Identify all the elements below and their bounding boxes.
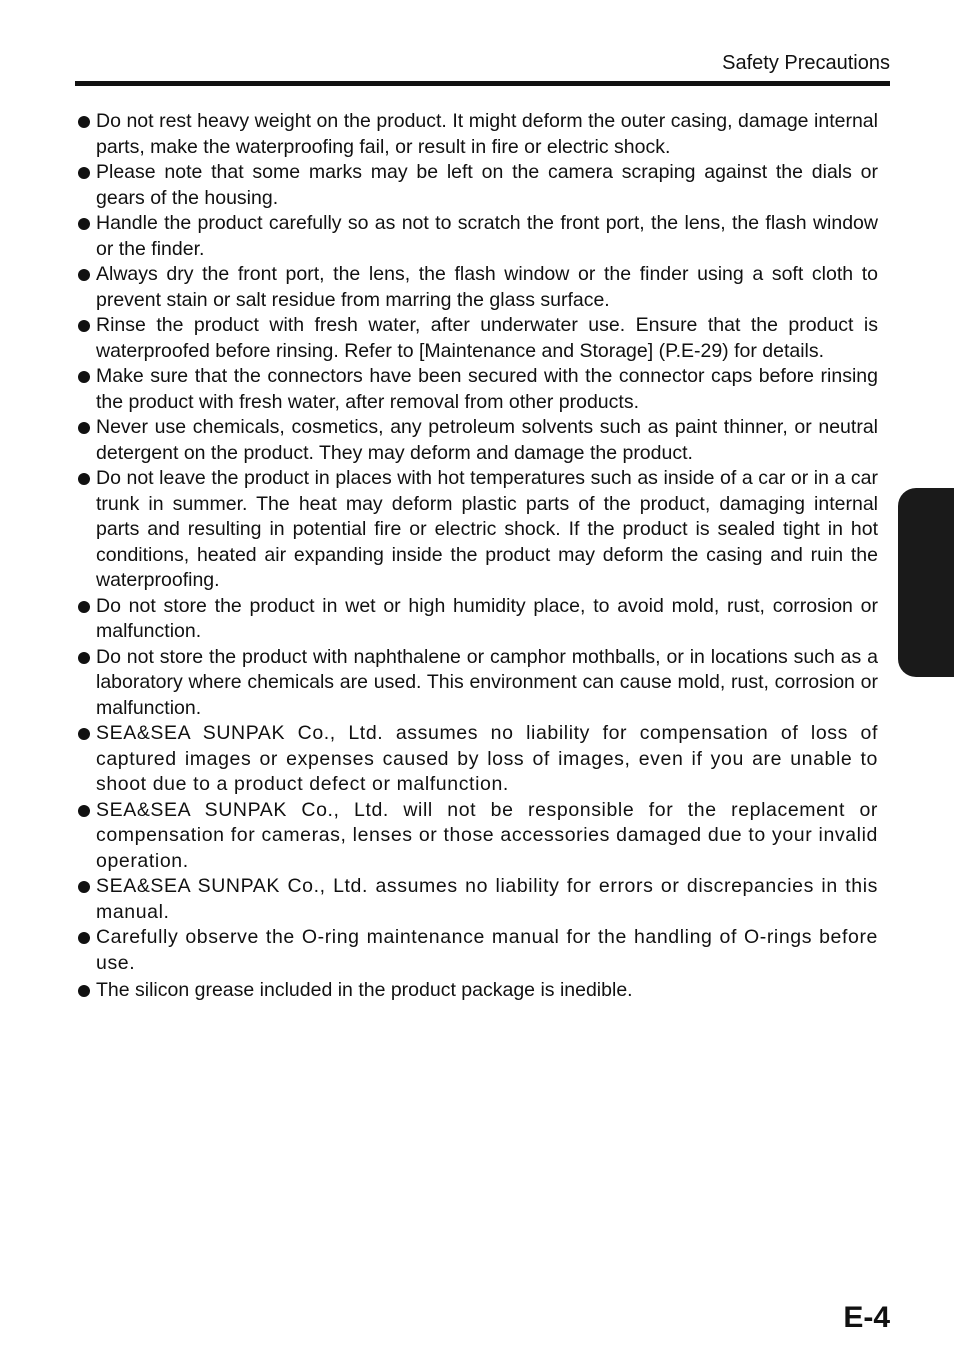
- bullet-icon: [78, 985, 90, 997]
- list-item: [78, 978, 878, 1004]
- list-item: [78, 313, 878, 364]
- list-item-text: Never use chemicals, cosmetics, any petroleum solvents such as paint thinner, or neutral detergent on the product. They may deform and damage the product.: [96, 416, 878, 464]
- list-item-text: Carefully observe the O-ring maintenance manual for the handling of O-rings before use.: [96, 926, 878, 974]
- bullet-icon: [78, 422, 90, 434]
- list-item: [78, 798, 878, 875]
- section-thumb-tab: [898, 488, 954, 677]
- list-item: [78, 721, 878, 798]
- precautions-list: [78, 109, 878, 1004]
- list-item: [78, 364, 878, 415]
- bullet-icon: [78, 652, 90, 664]
- list-item: [78, 211, 878, 262]
- list-item: [78, 160, 878, 211]
- bullet-icon: [78, 320, 90, 332]
- list-item: [78, 262, 878, 313]
- list-item-text: Do not store the product with naphthalene or camphor mothballs, or in locations such as a laboratory where chemicals are used. This environment can cause mold, rust, corrosion or malfunction.: [96, 645, 878, 719]
- list-item-text: SEA&SEA SUNPAK Co., Ltd. assumes no liability for errors or discrepancies in this manual.: [96, 875, 878, 923]
- list-item-text: Handle the product carefully so as not to scratch the front port, the lens, the flash window or the finder.: [96, 212, 878, 260]
- list-item-text: Always dry the front port, the lens, the flash window or the finder using a soft cloth to prevent stain or salt residue from marring the glass surface.: [96, 263, 878, 311]
- bullet-icon: [78, 728, 90, 740]
- list-item: [78, 594, 878, 645]
- list-item-text: Make sure that the connectors have been secured with the connector caps before rinsing the product with fresh water, after removal from other products.: [96, 365, 878, 413]
- list-item: [78, 466, 878, 594]
- list-item-text: Do not leave the product in places with hot temperatures such as inside of a car or in a car trunk in summer. The heat may deform plastic parts of the product, damaging internal parts and resulting in potential fire or electric shock. If the product is sealed tight in hot conditions, heated air expanding inside the product may deform the casing and ruin the waterproofing.: [96, 467, 878, 591]
- bullet-icon: [78, 473, 90, 485]
- list-item-text: SEA&SEA SUNPAK Co., Ltd. assumes no liability for compensation of loss of captured images or expenses caused by loss of images, even if you are unable to shoot due to a product defect or malfunction.: [96, 722, 878, 795]
- list-item: [78, 874, 878, 925]
- list-item: [78, 925, 878, 976]
- list-item: [78, 109, 878, 160]
- page-number: E-4: [843, 1301, 890, 1334]
- bullet-icon: [78, 932, 90, 944]
- list-item-text: Do not store the product in wet or high humidity place, to avoid mold, rust, corrosion or malfunction.: [96, 594, 878, 642]
- header-rule: [75, 81, 890, 86]
- bullet-icon: [78, 116, 90, 128]
- list-item: [78, 415, 878, 466]
- bullet-icon: [78, 881, 90, 893]
- list-item: [78, 645, 878, 722]
- page-header-title: Safety Precautions: [722, 52, 890, 74]
- bullet-icon: [78, 218, 90, 230]
- bullet-icon: [78, 269, 90, 281]
- bullet-icon: [78, 601, 90, 613]
- bullet-icon: [78, 805, 90, 817]
- list-item-text: Rinse the product with fresh water, after underwater use. Ensure that the product is waterproofed before rinsing. Refer to [Maintenance and Storage] (P.E-29) for details.: [96, 314, 878, 362]
- list-item-text: SEA&SEA SUNPAK Co., Ltd. will not be responsible for the replacement or compensation for cameras, lenses or those accessories damaged due to your invalid operation.: [96, 798, 878, 872]
- bullet-icon: [78, 371, 90, 383]
- list-item-text: Please note that some marks may be left on the camera scraping against the dials or gears of the housing.: [96, 161, 878, 209]
- bullet-icon: [78, 167, 90, 179]
- list-item-text: Do not rest heavy weight on the product. It might deform the outer casing, damage internal parts, make the waterproofing fail, or result in fire or electric shock.: [96, 110, 878, 158]
- list-item-text: The silicon grease included in the product package is inedible.: [96, 979, 633, 1001]
